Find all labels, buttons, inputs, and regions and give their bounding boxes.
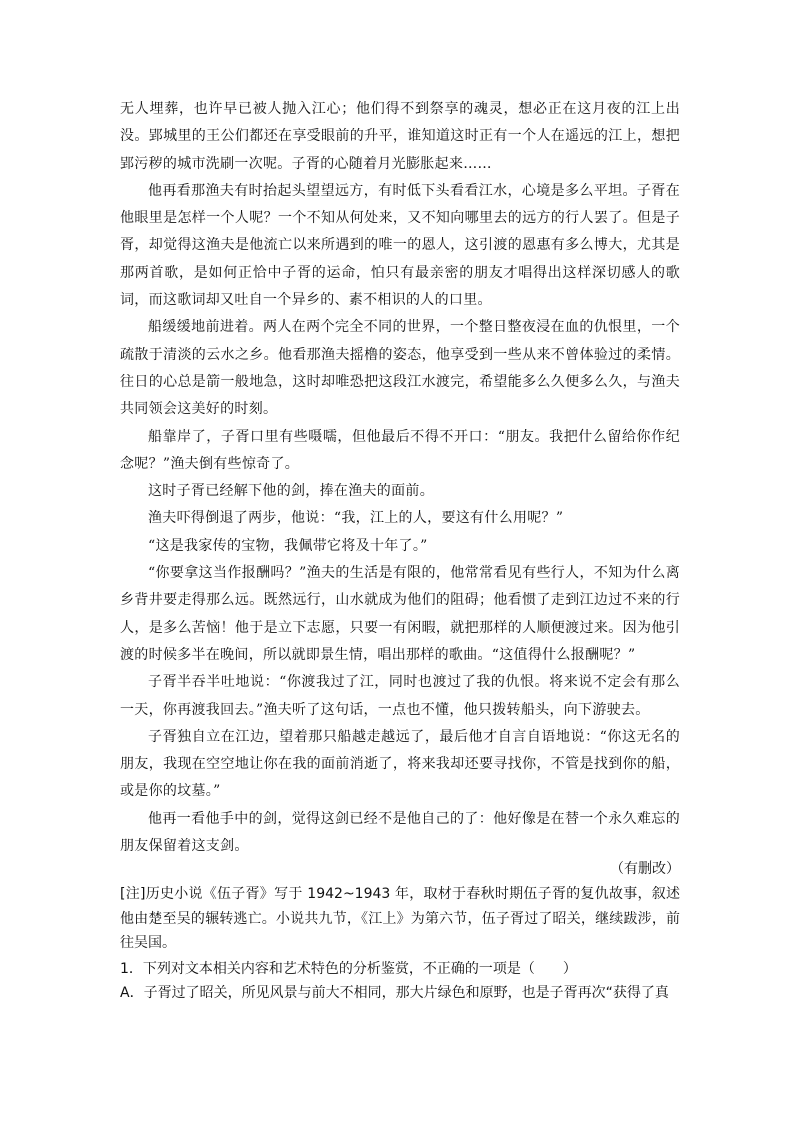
- story-paragraph-7: “这是我家传的宝物，我佩带它将及十年了。”: [148, 537, 428, 554]
- story-paragraph-9: 子胥半吞半吐地说：“你渡我过了江，同时也渡过了我的仇恨。将来说不定会有那么一天，你再渡我回去。”渔夫听了这句话，一点也不懂，他只拨转船头，向下游驶去。: [120, 674, 680, 718]
- story-paragraph-8: “你要拿这当作报酬吗？”渔夫的生活是有限的，他常常看见有些行人，不知为什么离乡背井要走得那么远。既然远行，山水就成为他们的阻碍；他看惯了走到江边过不来的行人，是多么苦恼！他于是立下志愿，只要一有闲暇，就把那样的人顺便渡过来。因为他引渡的时候多半在晚间，所以就即景生情，唱出那样的歌曲。“这值得什么报酬呢？”: [120, 565, 680, 663]
- story-paragraph-2: 他再看那渔夫有时抬起头望望远方，有时低下头看看江水，心境是多么平坦。子胥在他眼里是怎样一个人呢？一个不知从何处来，又不知向哪里去的远方的行人罢了。但是子胥，却觉得这渔夫是他流亡以来所遇到的唯一的恩人，这引渡的恩惠有多么博大，尤其是那两首歌，是如何正恰中子胥的运命，怕只有最亲密的朋友才唱得出这样深切感人的歌词，而这歌词却又吐自一个异乡的、素不相识的人的口里。: [120, 182, 680, 309]
- question-option-a: A．子胥过了昭关，所见风景与前大不相同，那大片绿色和原野，也是子胥再次“获得了真: [120, 985, 669, 1001]
- story-paragraph-5: 这时子胥已经解下他的剑，捧在渔夫的面前。: [148, 483, 434, 500]
- question-section: [120, 882, 680, 1006]
- story-text: [120, 96, 680, 860]
- question-stem: 1．下列对文本相关内容和艺术特色的分析鉴赏，不正确的一项是（ ）: [120, 960, 577, 977]
- story-paragraph-11: 他再一看他手中的剑，觉得这剑已经不是他自己的了：他好像是在替一个永久难忘的朋友保留着这支剑。: [120, 810, 680, 855]
- story-paragraph-3: 船缓缓地前进着。两人在两个完全不同的世界，一个整日整夜浸在血的仇恨里，一个疏散于清淡的云水之乡。他看那渔夫摇橹的姿态，他享受到一些从来不曾体验过的柔情。往日的心总是箭一般地急，这时却唯恐把这段江水渡完，希望能多么久便多么久，与渔夫共同领会这美好的时刻。: [120, 319, 680, 418]
- story-paragraph-1: 无人埋葬，也许早已被人抛入江心；他们得不到祭享的魂灵，想必正在这月夜的江上出没。郢城里的王公们都还在享受眼前的升平，谁知道这时正有一个人在遥远的江上，想把郢污秽的城市洗刷一次呢。子胥的心随着月光膨胀起来……: [120, 101, 680, 172]
- story-paragraph-10: 子胥独自立在江边，望着那只船越走越远了，最后他才自言自语地说：“你这无名的朋友，我现在空空地让你在我的面前消逝了，将来我却还要寻找你，不管是找到你的船，或是你的坟墓。”: [120, 728, 680, 800]
- annotation-note: [注]历史小说《伍子胥》写于 1942~1943 年，取材于春秋时期伍子胥的复仇故事，叙述他由楚至吴的辗转逃亡。小说共九节，《江上》为第六节，伍子胥过了昭关，继续跋涉，前往吴国。: [120, 886, 680, 951]
- story-paragraph-4: 船靠岸了，子胥口里有些嗫嚅，但他最后不得不开口：“朋友。我把什么留给你作纪念呢？”渔夫倒有些惊奇了。: [120, 428, 680, 472]
- story-paragraph-6: 渔夫吓得倒退了两步，他说：“我，江上的人，要这有什么用呢？”: [148, 510, 564, 527]
- source-note: （有删改）: [610, 861, 680, 877]
